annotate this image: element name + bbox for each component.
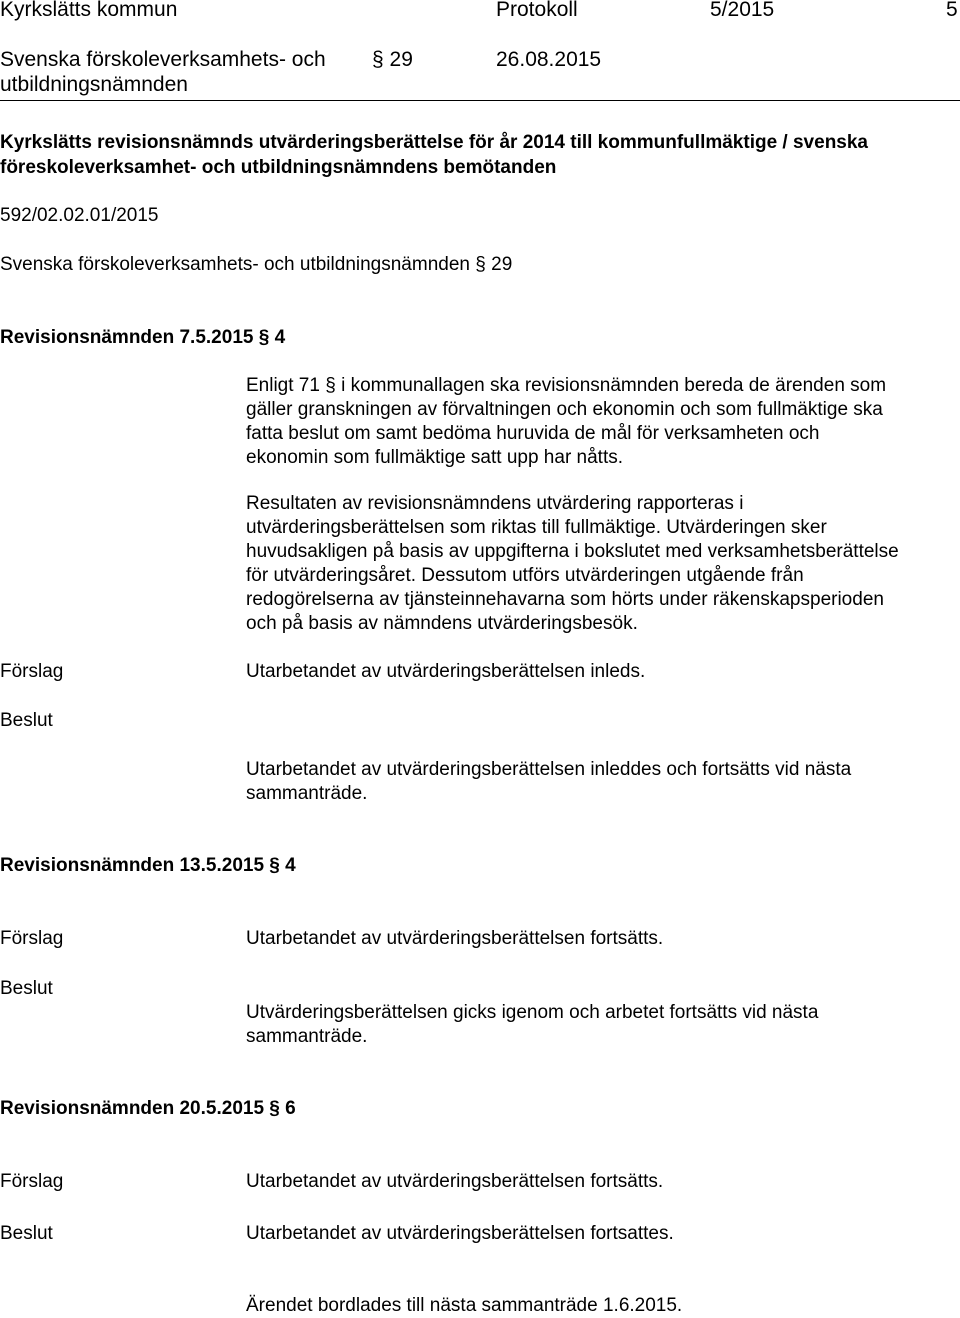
municipality-name: Kyrkslätts kommun	[0, 0, 178, 21]
paragraph-line: sammanträde.	[246, 783, 368, 804]
decision-label: Beslut	[0, 978, 53, 999]
decision-label: Beslut	[0, 710, 53, 731]
paragraph-line: för utvärderingsåret. Dessutom utförs utvärderingen utgående från	[246, 565, 804, 586]
paragraph-line: Utvärderingsberättelsen gicks igenom och arbetet fortsätts vid nästa	[246, 1002, 819, 1023]
tabled-note: Ärendet bordlades till nästa sammanträde 1.6.2015.	[246, 1295, 683, 1316]
section-sign: §	[475, 254, 486, 275]
section-number: 29	[389, 48, 413, 71]
meeting-heading-3	[0, 1097, 296, 1121]
section-number: 6	[285, 1098, 296, 1119]
paragraph-line: utvärderingsberättelsen som riktas till fullmäktige. Utvärderingen sker	[246, 517, 827, 538]
proposal-label: Förslag	[0, 661, 64, 682]
header-section	[372, 47, 413, 73]
document-number: 5/2015	[710, 0, 775, 21]
paragraph-line: Utarbetandet av utvärderingsberättelsen inleddes och fortsätts vid nästa	[246, 759, 852, 780]
paragraph-line: redogörelserna av tjänsteinnehavarna som hörts under räkenskapsperioden	[246, 589, 884, 610]
board-reference	[0, 253, 512, 277]
board-name: Svenska förskoleverksamhets- och utbildningsnämnden	[0, 254, 470, 275]
header-divider	[0, 100, 960, 101]
paragraph-line: fatta beslut om samt bedöma huruvida de mål för verksamheten och	[246, 423, 820, 444]
diary-number: 592/02.02.01/2015	[0, 205, 159, 226]
section-sign: §	[269, 1098, 280, 1119]
meeting-heading-text: Revisionsnämnden 13.5.2015	[0, 855, 265, 876]
meeting-heading-text: Revisionsnämnden 7.5.2015	[0, 327, 254, 348]
section-sign: §	[269, 855, 280, 876]
section-sign: §	[372, 48, 384, 71]
proposal-label: Förslag	[0, 928, 64, 949]
paragraph-line: Resultaten av revisionsnämndens utvärdering rapporteras i	[246, 493, 744, 514]
title-line1: Kyrkslätts revisionsnämnds utvärderingsberättelse för år 2014 till kommunfullmäktige / svenska	[0, 132, 868, 153]
document-type: Protokoll	[496, 0, 578, 21]
meeting-heading-1	[0, 326, 285, 350]
intro-paragraph-2	[246, 492, 960, 636]
decision-text	[246, 758, 960, 806]
section-number: 4	[274, 327, 286, 348]
decision-text: Utarbetandet av utvärderingsberättelsen fortsattes.	[246, 1223, 674, 1244]
proposal-text: Utarbetandet av utvärderingsberättelsen inleds.	[246, 661, 646, 682]
meeting-heading-text: Revisionsnämnden 20.5.2015	[0, 1098, 265, 1119]
organ-name-line2: utbildningsnämnden	[0, 73, 188, 96]
paragraph-line: gäller granskningen av förvaltningen och ekonomin och som fullmäktige ska	[246, 399, 883, 420]
intro-paragraph-1	[246, 374, 960, 470]
proposal-text: Utarbetandet av utvärderingsberättelsen fortsätts.	[246, 928, 664, 949]
title-line2: föreskoleverksamhet- och utbildningsnämndens bemötanden	[0, 157, 557, 178]
decision-text	[246, 1001, 960, 1049]
paragraph-line: huvudsakligen på basis av uppgifterna i bokslutet med verksamhetsberättelse	[246, 541, 899, 562]
paragraph-line: ekonomin som fullmäktige satt upp har nåtts.	[246, 447, 624, 468]
proposal-label: Förslag	[0, 1171, 64, 1192]
meeting-date: 26.08.2015	[496, 48, 602, 71]
paragraph-line: sammanträde.	[246, 1026, 368, 1047]
paragraph-line: och på basis av nämndens utvärderingsbesök.	[246, 613, 638, 634]
section-number: 29	[491, 254, 513, 275]
meeting-heading-2	[0, 854, 296, 878]
section-number: 4	[285, 855, 296, 876]
organ-name-line1: Svenska förskoleverksamhets- och	[0, 48, 326, 71]
decision-label: Beslut	[0, 1223, 53, 1244]
section-sign: §	[258, 327, 270, 348]
paragraph-line: Enligt 71 § i kommunallagen ska revisionsnämnden bereda de ärenden som	[246, 375, 887, 396]
proposal-text: Utarbetandet av utvärderingsberättelsen fortsätts.	[246, 1171, 664, 1192]
page-number: 5	[946, 0, 958, 21]
